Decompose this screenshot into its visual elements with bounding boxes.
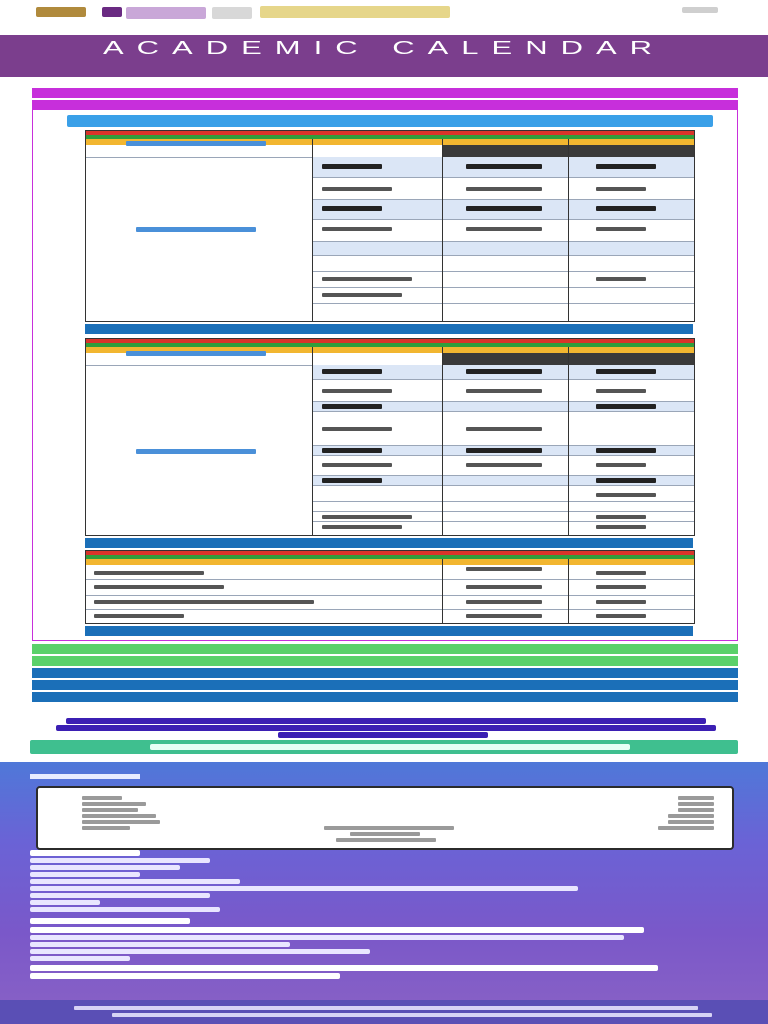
- duration-cell: [596, 448, 656, 453]
- activity-cell: [322, 448, 382, 453]
- activity-cell: [322, 369, 382, 374]
- quick-link[interactable]: [30, 893, 210, 898]
- table-row: [312, 241, 694, 255]
- activity-cell: [322, 389, 392, 393]
- department-logo: [212, 7, 252, 19]
- activity-cell: [322, 404, 382, 409]
- contact-address-line: [30, 956, 130, 961]
- date-cell: [466, 164, 542, 169]
- copyright-text: [74, 1006, 698, 1010]
- quick-link[interactable]: [30, 865, 180, 870]
- table-column-header: [86, 559, 694, 565]
- website-statistics-heading: [30, 774, 140, 779]
- programme-label: [126, 351, 266, 356]
- date-cell: [466, 369, 542, 374]
- contact-address-line: [30, 949, 370, 954]
- duration-cell: [596, 389, 646, 393]
- activity-cell: [94, 571, 204, 575]
- activity-cell: [94, 614, 184, 618]
- blue-schedule-link[interactable]: [32, 668, 738, 678]
- activity-cell: [94, 600, 314, 604]
- duration-cell: [596, 585, 646, 589]
- duration-cell: [596, 227, 646, 231]
- duration-cell: [596, 404, 656, 409]
- contact-telephone: [30, 965, 658, 971]
- duration-cell: [596, 277, 646, 281]
- student-group-label: [136, 227, 256, 232]
- green-schedule-link[interactable]: [32, 656, 738, 666]
- site-footer: [0, 762, 768, 1024]
- quick-link[interactable]: [30, 872, 140, 877]
- activity-cell: [322, 463, 392, 467]
- quick-link[interactable]: [30, 907, 220, 912]
- duration-cell: [596, 515, 646, 519]
- update-note-bar: [85, 324, 693, 334]
- academic-affairs-logo: [126, 7, 206, 19]
- date-cell: [466, 567, 542, 571]
- activity-cell: [322, 277, 412, 281]
- visitor-statistics-panel: [36, 786, 734, 850]
- activity-cell: [322, 227, 392, 231]
- calendar-content: [28, 86, 740, 706]
- contact-us-heading: [30, 918, 190, 924]
- contact-address-line: [30, 935, 624, 940]
- date-cell: [466, 427, 542, 431]
- calendar-frame: [32, 110, 738, 641]
- date-cell: [466, 187, 542, 191]
- date-cell: [466, 585, 542, 589]
- duration-cell: [596, 525, 646, 529]
- date-cell: [466, 614, 542, 618]
- hamburger-icon[interactable]: [682, 7, 718, 13]
- quick-links-heading: [30, 850, 140, 856]
- institution-logo[interactable]: [102, 7, 122, 17]
- date-cell: [466, 463, 542, 467]
- page-banner: [0, 35, 768, 77]
- activity-cell: [322, 187, 392, 191]
- programme-label: [126, 141, 266, 146]
- contact-fax: [30, 973, 340, 979]
- green-schedule-link[interactable]: [32, 644, 738, 654]
- university-crest-logo[interactable]: [36, 7, 86, 17]
- activity-cell: [322, 293, 402, 297]
- tagline-logo: [260, 6, 450, 18]
- duration-cell: [596, 369, 656, 374]
- duration-cell: [596, 164, 656, 169]
- download-calendar-link[interactable]: [67, 115, 713, 127]
- duration-cell: [596, 493, 656, 497]
- duration-cell: [596, 614, 646, 618]
- summary-schedule-link-group-b[interactable]: [32, 100, 738, 110]
- duration-cell: [596, 463, 646, 467]
- student-group-label: [136, 449, 256, 454]
- date-cell: [466, 206, 542, 211]
- contact-office-name: [30, 927, 644, 933]
- blue-schedule-link[interactable]: [32, 692, 738, 702]
- duration-cell: [596, 206, 656, 211]
- activity-cell: [322, 164, 382, 169]
- assistance-message: [48, 716, 728, 738]
- calendar-table-semester-1: [85, 130, 695, 322]
- quick-link[interactable]: [30, 886, 578, 891]
- activity-cell: [322, 478, 382, 483]
- update-note-bar: [85, 538, 693, 548]
- update-note-bar: [85, 626, 693, 636]
- copyright-bar: [0, 1000, 768, 1024]
- contact-address-line: [30, 942, 290, 947]
- quick-link[interactable]: [30, 900, 100, 905]
- calendar-table-session-3: [85, 550, 695, 624]
- duration-cell: [596, 571, 646, 575]
- calendar-table-semester-2: [85, 338, 695, 536]
- duration-cell: [596, 600, 646, 604]
- quick-link[interactable]: [30, 879, 240, 884]
- summary-schedule-link-group-a[interactable]: [32, 88, 738, 98]
- activity-cell: [322, 525, 402, 529]
- activity-cell: [322, 515, 412, 519]
- faculty-campus-contact-button[interactable]: [30, 740, 738, 754]
- duration-cell: [596, 187, 646, 191]
- date-cell: [466, 227, 542, 231]
- activity-cell: [94, 585, 224, 589]
- page-title: ACADEMIC CALENDAR: [102, 37, 666, 59]
- activity-cell: [322, 427, 392, 431]
- date-cell: [466, 600, 542, 604]
- duration-cell: [596, 478, 656, 483]
- quick-link[interactable]: [30, 858, 210, 863]
- top-navigation-bar: [0, 0, 768, 26]
- footer-policy-links[interactable]: [112, 1013, 712, 1017]
- date-cell: [466, 389, 542, 393]
- activity-cell: [322, 206, 382, 211]
- date-cell: [466, 448, 542, 453]
- blue-schedule-link[interactable]: [32, 680, 738, 690]
